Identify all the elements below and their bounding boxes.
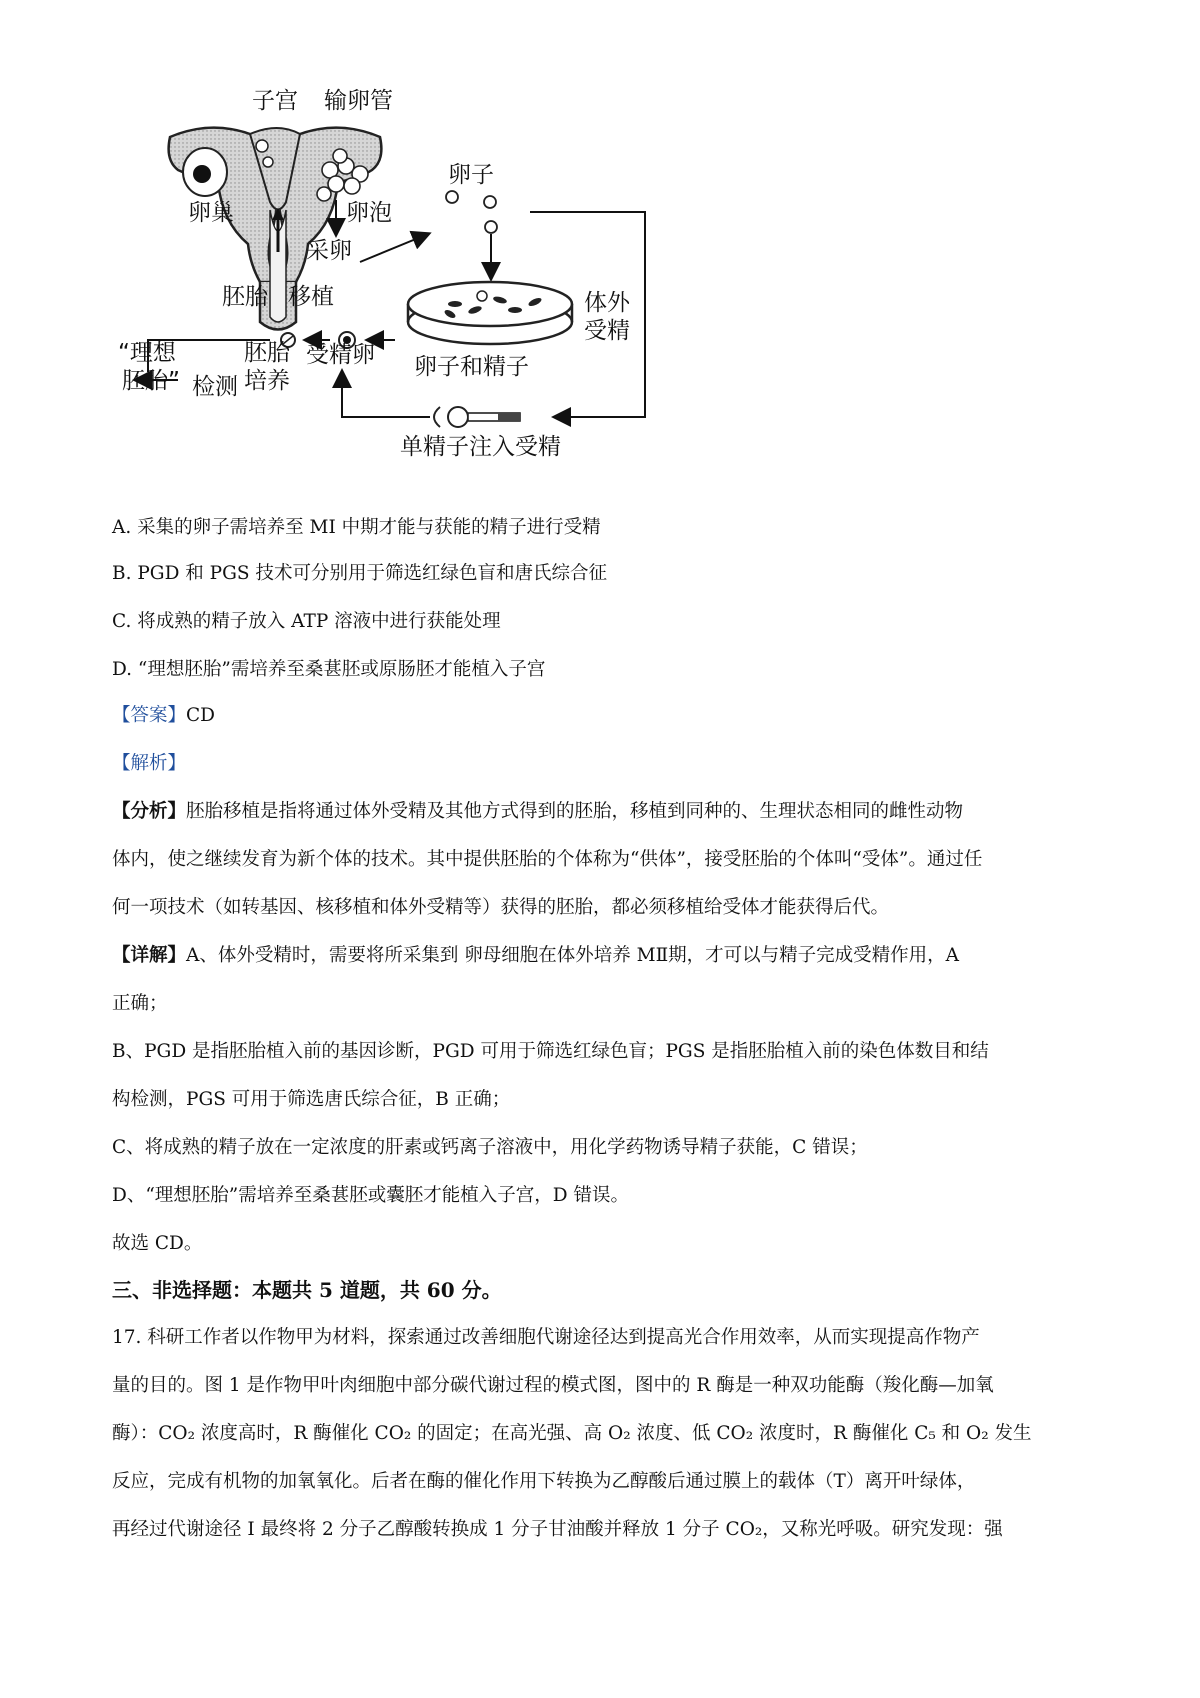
label-follicle: 卵泡 — [346, 200, 392, 226]
label-embryo-culture-2: 培养 — [244, 368, 290, 394]
answer-line — [112, 704, 215, 728]
xiangjie-conclusion: 故选 CD。 — [112, 1233, 203, 1254]
icsi-needle-icon — [434, 407, 520, 427]
fenxi-line-1 — [112, 800, 963, 824]
section-heading: 三、非选择题：本题共 5 道题，共 60 分。 — [112, 1278, 502, 1302]
label-embryo-transfer: 胚胎 — [222, 284, 268, 310]
label-embryo-culture-1: 胚胎 — [244, 340, 290, 366]
q17-line-4: 反应，完成有机物的加氧氧化。后者在酶的催化作用下转换为乙醇酸后通过膜上的载体（T）离开叶绿体， — [112, 1471, 976, 1492]
xiangjie-line-b1: B、PGD 是指胚胎植入前的基因诊断，PGD 可用于筛选红绿色盲；PGS 是指胚胎植入前的染色体数目和结 — [112, 1041, 989, 1062]
option-a: A. 采集的卵子需培养至 MI 中期才能与获能的精子进行受精 — [112, 517, 601, 538]
egg-circle — [484, 196, 496, 208]
xiangjie-line-d1: D、“理想胚胎”需培养至桑葚胚或囊胚才能植入子宫，D 错误。 — [112, 1185, 629, 1206]
label-embryo-transfer-2: 移植 — [288, 284, 334, 310]
q17-line-2: 量的目的。图 1 是作物甲叶肉细胞中部分碳代谢过程的模式图，图中的 R 酶是一种双功能酶（羧化酶—加氧 — [112, 1375, 994, 1396]
xiangjie-line-a1 — [112, 944, 959, 968]
analysis-line — [112, 752, 186, 776]
label-ideal-embryo-2: 胚胎” — [122, 368, 180, 394]
q17-line-5: 再经过代谢途径 I 最终将 2 分子乙醇酸转换成 1 分子甘油酸并释放 1 分子 CO₂，又称光呼吸。研究发现：强 — [112, 1519, 1003, 1540]
label-egg: 卵子 — [448, 162, 494, 188]
label-ivf-2: 受精 — [584, 318, 630, 344]
fenxi-line-3: 何一项技术（如转基因、核移植和体外受精等）获得的胚胎，都必须移植给受体才能获得后代。 — [112, 897, 890, 918]
label-ivf-1: 体外 — [584, 290, 630, 316]
answer-tag: 【答案】 — [112, 705, 187, 726]
egg-circle — [485, 221, 497, 233]
label-icsi: 单精子注入受精 — [400, 434, 561, 460]
label-zygote: 受精卵 — [306, 342, 375, 368]
option-b: B. PGD 和 PGS 技术可分别用于筛选红绿色盲和唐氏综合征 — [112, 563, 607, 584]
q17-line-3: 酶）：CO₂ 浓度高时，R 酶催化 CO₂ 的固定；在高光强、高 O₂ 浓度、低 CO₂ 浓度时，R 酶催化 C₅ 和 O₂ 发生 — [112, 1423, 1032, 1444]
fenxi-text-1: 胚胎移植是指将通过体外受精及其他方式得到的胚胎，移植到同种的、生理状态相同的雌性动物 — [186, 801, 964, 822]
xiangjie-line-b2: 构检测，PGS 可用于筛选唐氏综合征，B 正确； — [112, 1089, 511, 1110]
xiangjie-line-a2: 正确； — [112, 993, 168, 1014]
answer-value: CD — [186, 705, 216, 726]
xiangjie-text-a1: A、体外受精时，需要将所采集到 卵母细胞在体外培养 MⅡ期，才可以与精子完成受精作用，A — [186, 945, 960, 966]
label-detection: 检测 — [192, 374, 238, 400]
option-d: D. “理想胚胎”需培养至桑葚胚或原肠胚才能植入子宫 — [112, 659, 546, 680]
option-c: C. 将成熟的精子放入 ATP 溶液中进行获能处理 — [112, 611, 501, 632]
label-oviduct: 输卵管 — [324, 88, 393, 114]
petri-dish-icon — [408, 282, 572, 344]
ovary-left — [183, 148, 227, 196]
fenxi-line-2: 体内，使之继续发育为新个体的技术。其中提供胚胎的个体称为“供体”，接受胚胎的个体叫“受体”。通过任 — [112, 849, 983, 870]
q17-line-1: 17. 科研工作者以作物甲为材料，探索通过改善细胞代谢途径达到提高光合作用效率，从而实现提高作物产 — [112, 1327, 980, 1348]
egg-circle — [446, 191, 458, 203]
analysis-tag: 【解析】 — [112, 753, 187, 774]
label-egg-and-sperm: 卵子和精子 — [414, 354, 529, 380]
fenxi-tag: 【分析】 — [112, 801, 187, 822]
label-ovary: 卵巢 — [188, 200, 234, 226]
label-ideal-embryo-1: “理想 — [118, 340, 176, 366]
ivf-diagram — [110, 82, 680, 507]
xiangjie-line-c1: C、将成熟的精子放在一定浓度的肝素或钙离子溶液中，用化学药物诱导精子获能，C 错误； — [112, 1137, 868, 1158]
label-uterus: 子宫 — [252, 88, 298, 114]
label-egg-retrieval: 采卵 — [306, 238, 352, 264]
xiangjie-tag: 【详解】 — [112, 945, 187, 966]
